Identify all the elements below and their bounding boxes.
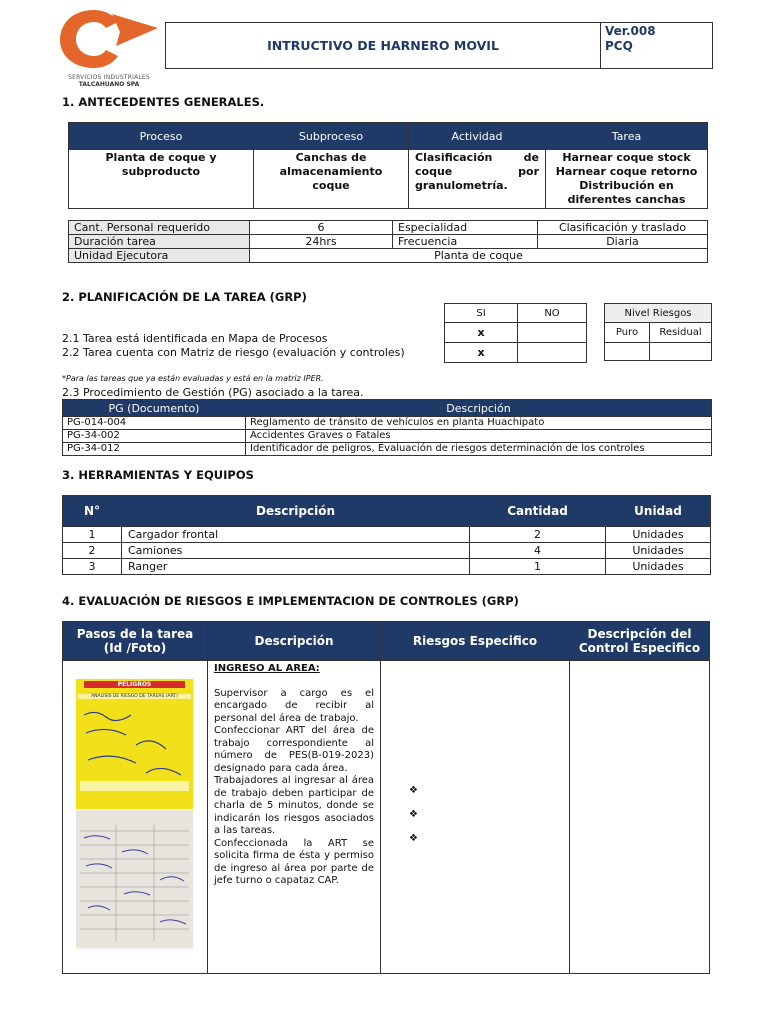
nivel-riesgos-header: Nivel Riesgos <box>605 304 712 323</box>
item-2-1: 2.1 Tarea está identificada en Mapa de Procesos <box>62 332 328 345</box>
cell-actividad: Clasificación de coque por granulometría. <box>409 150 546 209</box>
pg-desc: Accidentes Graves o Fatales <box>246 430 712 443</box>
process-table <box>68 122 708 209</box>
residual-value <box>650 343 712 361</box>
section2-title: 2. PLANIFICACIÓN DE LA TAREA (GRP) <box>62 290 307 304</box>
risk-col-riesgos: Riesgos Especifico <box>381 622 570 661</box>
col-proceso: Proceso <box>69 123 254 150</box>
puro-header: Puro <box>605 323 650 343</box>
unidad-label: Unidad Ejecutora <box>69 249 250 263</box>
risk-bullet-icon: ❖ <box>409 833 418 844</box>
col-tarea: Tarea <box>546 123 708 150</box>
table-row <box>63 417 712 430</box>
section1-title: 1. ANTECEDENTES GENERALES. <box>62 95 265 109</box>
si-header: SI <box>445 304 518 323</box>
step-paragraph: Confeccionada la ART se solicita firma de ésta y permiso de ingreso al área por parte de jefe turno o capataz CAP. <box>214 837 374 886</box>
item-2-3: 2.3 Procedimiento de Gestión (PG) asociado a la tarea. <box>62 386 364 399</box>
duracion-label: Duración tarea <box>69 235 250 249</box>
logo-text-line1: SERVICIOS INDUSTRIALES <box>68 74 150 81</box>
tools-col-desc: Descripción <box>122 496 470 527</box>
item1-no-cell <box>518 323 587 343</box>
pg-table <box>62 399 712 456</box>
unidad-value: Planta de coque <box>250 249 708 263</box>
photo-header: PELIGROS <box>84 681 185 688</box>
tool-unit: Unidades <box>606 543 711 559</box>
col-subproceso: Subproceso <box>254 123 409 150</box>
step-paragraph: Trabajadores al ingresar al área de trabajo deben participar de charla de 5 minutos, donde se indicarán los riesgos asociados a las tareas. <box>214 775 374 836</box>
table-row <box>63 430 712 443</box>
logo-text-line2: TALCAHUANO SPA <box>78 81 140 88</box>
pg-col-desc: Descripción <box>246 400 712 417</box>
pg-doc: PG-34-002 <box>63 430 246 443</box>
step-photo-cell <box>63 661 208 974</box>
handwritten-form-icon <box>76 811 193 947</box>
table-row <box>63 527 711 543</box>
task-info-table <box>68 220 708 263</box>
risk-col-desc: Descripción <box>208 622 381 661</box>
tools-col-n: N° <box>63 496 122 527</box>
version-label: Ver.008 <box>605 24 656 38</box>
pg-col-doc: PG (Documento) <box>63 400 246 417</box>
pg-doc: PG-34-012 <box>63 443 246 456</box>
tool-desc: Ranger <box>122 559 470 575</box>
item2-si-mark: x <box>445 343 518 363</box>
iper-note: *Para las tareas que ya están evaluadas y está en la matriz IPER. <box>62 374 324 383</box>
table-row <box>63 443 712 456</box>
nivel-riesgos-table <box>604 303 712 361</box>
table-row <box>63 559 711 575</box>
col-actividad: Actividad <box>409 123 546 150</box>
cell-tarea: Harnear coque stock Harnear coque retorno Distribución en diferentes canchas <box>546 150 708 209</box>
residual-header: Residual <box>650 323 712 343</box>
tools-col-unit: Unidad <box>606 496 711 527</box>
pg-desc: Reglamento de tránsito de vehículos en planta Huachipato <box>246 417 712 430</box>
frecuencia-label: Frecuencia <box>393 235 538 249</box>
tool-desc: Cargador frontal <box>122 527 470 543</box>
personal-value: 6 <box>250 221 393 235</box>
tool-n: 2 <box>63 543 122 559</box>
document-title: INTRUCTIVO DE HARNERO MOVIL <box>166 23 601 68</box>
si-no-table <box>444 303 587 363</box>
risk-table <box>62 621 710 974</box>
section4-title: 4. EVALUACIÓN DE RIESGOS E IMPLEMENTACION DE CONTROLES (GRP) <box>62 594 519 608</box>
cell-subproceso: Canchas de almacenamiento coque <box>254 150 409 209</box>
section3-title: 3. HERRAMIENTAS Y EQUIPOS <box>62 468 254 482</box>
table-row <box>63 543 711 559</box>
risk-bullet-icon: ❖ <box>409 785 418 796</box>
risk-col-control: Descripción del Control Especifico <box>570 622 710 661</box>
risks-cell <box>381 661 570 974</box>
item1-si-mark: x <box>445 323 518 343</box>
step-paragraph: Confeccionar ART del área de trabajo correspondiente al número de PES(B-019-2023) designado para cada área. <box>214 725 374 774</box>
risk-bullet-icon: ❖ <box>409 809 418 820</box>
puro-value <box>605 343 650 361</box>
personal-label: Cant. Personal requerido <box>69 221 250 235</box>
logo-mark-icon <box>58 6 160 70</box>
especialidad-label: Especialidad <box>393 221 538 235</box>
cell-proceso: Planta de coque y subproducto <box>69 150 254 209</box>
version-info <box>601 23 712 68</box>
frecuencia-value: Diaria <box>538 235 708 249</box>
tool-n: 1 <box>63 527 122 543</box>
tools-table <box>62 495 711 575</box>
risk-col-steps: Pasos de la tarea (Id /Foto) <box>63 622 208 661</box>
photo-subheader: ANALISIS DE RIESGO DE TAREAS (ART) <box>78 694 191 699</box>
photo-yellow-page <box>76 679 193 809</box>
step-paragraph: Supervisor a cargo es el encargado de recibir al personal del área de trabajo. <box>214 687 374 724</box>
tool-unit: Unidades <box>606 559 711 575</box>
item2-no-cell <box>518 343 587 363</box>
pg-desc: Identificador de peligros, Evaluación de riesgos determinación de los controles <box>246 443 712 456</box>
item-2-2: 2.2 Tarea cuenta con Matriz de riesgo (evaluación y controles) <box>62 346 405 359</box>
tools-col-qty: Cantidad <box>470 496 606 527</box>
art-photo <box>76 679 193 949</box>
version-code: PCQ <box>605 39 633 53</box>
tool-qty: 4 <box>470 543 606 559</box>
tool-qty: 2 <box>470 527 606 543</box>
control-cell <box>570 661 710 974</box>
step-heading: INGRESO AL AREA: <box>214 663 320 674</box>
tool-desc: Camiones <box>122 543 470 559</box>
tool-qty: 1 <box>470 559 606 575</box>
pg-doc: PG-014-004 <box>63 417 246 430</box>
tool-unit: Unidades <box>606 527 711 543</box>
tool-n: 3 <box>63 559 122 575</box>
handwriting-marks-icon <box>76 705 193 795</box>
document-header <box>165 22 713 69</box>
especialidad-value: Clasificación y traslado <box>538 221 708 235</box>
company-logo <box>58 6 160 88</box>
duracion-value: 24hrs <box>250 235 393 249</box>
step-description <box>208 661 381 974</box>
no-header: NO <box>518 304 587 323</box>
